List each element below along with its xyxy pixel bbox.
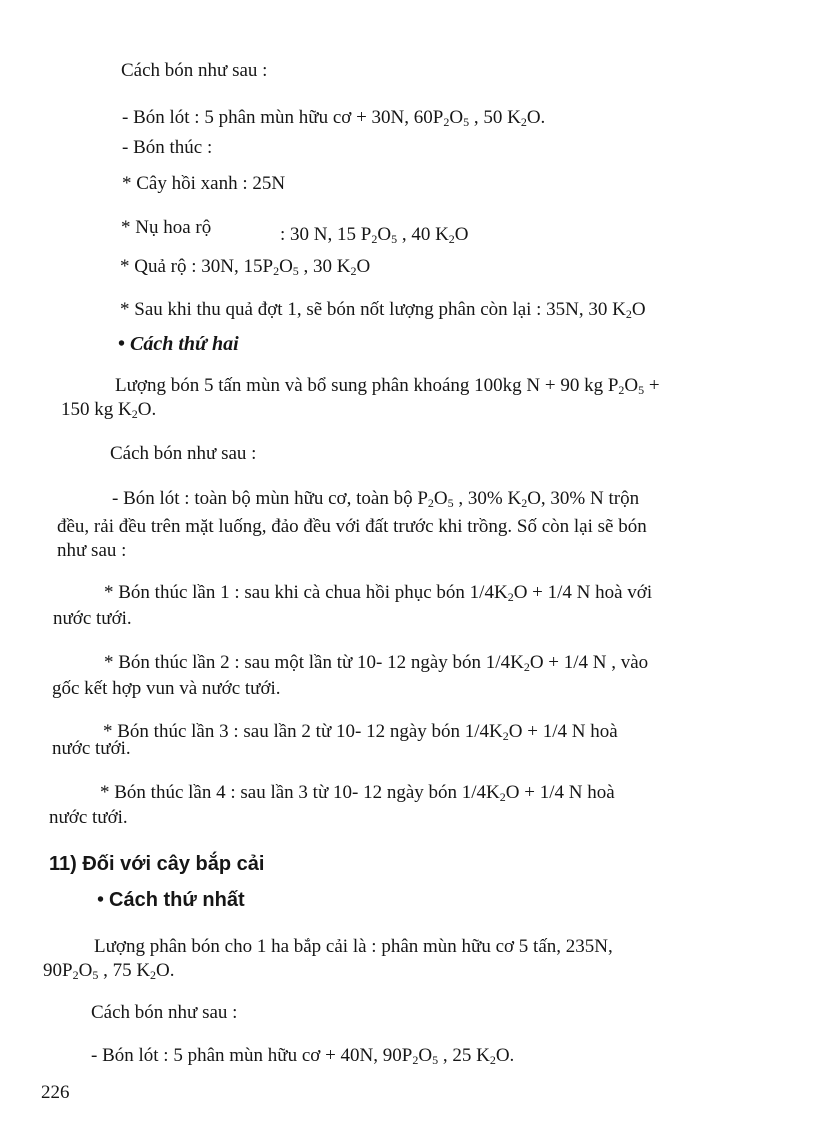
text-line: Lượng phân bón cho 1 ha bắp cải là : phân mùn hữu cơ 5 tấn, 235N, xyxy=(94,936,613,957)
text-line: nước tưới. xyxy=(53,608,132,629)
text-line: * Bón thúc lần 2 : sau một lần từ 10- 12 ngày bón $1/4K_2O + 1/4$ N , vào xyxy=(104,652,649,674)
text-line: - Bón lót : toàn bộ mùn hữu cơ, toàn bộ $P_2O_5$ , 30% $K_2O$, 30% N trộn xyxy=(112,488,640,510)
text-line: Lượng bón 5 tấn mùn và bổ sung phân khoáng 100kg N + 90 kg $P_2O_5$ + xyxy=(115,375,660,397)
section-subheading: Cách thứ nhất xyxy=(109,889,245,911)
text-line: * Nụ hoa rộ xyxy=(121,217,212,238)
text-line: * Bón thúc lần 1 : sau khi cà chua hồi phục bón $1/4K_2O + 1/4$ N hoà với xyxy=(104,582,653,604)
text-line: như sau : xyxy=(57,540,127,561)
text-line: * Bón thúc lần 3 : sau lần 2 từ 10- 12 ngày bón $1/4K_2O + 1/4$ N hoà xyxy=(103,721,618,743)
text-line: * Cây hồi xanh : 25N xyxy=(122,173,286,194)
bullet-heading xyxy=(118,332,239,356)
bullet-icon: • xyxy=(118,333,126,355)
text-line: nước tưới. xyxy=(49,807,128,828)
text-line: Cách bón như sau : xyxy=(121,60,268,81)
text-line: $90P_2O_5$ , 75 $K_2O$. xyxy=(43,960,175,982)
text-line: gốc kết hợp vun và nước tưới. xyxy=(52,678,281,699)
text-line: * Bón thúc lần 4 : sau lần 3 từ 10- 12 ngày bón $1/4K_2O + 1/4$ N hoà xyxy=(100,782,615,804)
text-line: 150 kg $K_2O$. xyxy=(61,399,157,421)
text-line: : 30 N, 15 $P_2O_5$ , 40 $K_2O$ xyxy=(280,224,469,246)
text-line: * Sau khi thu quả đợt 1, sẽ bón nốt lượng phân còn lại : 35N, 30 $K_2O$ xyxy=(120,299,646,321)
text-line: Cách bón như sau : xyxy=(110,443,257,464)
text-line: - Bón lót : 5 phân mùn hữu cơ + 30N, $60P_2O_5$ , 50 $K_2O$. xyxy=(122,107,546,129)
text-line: nước tưới. xyxy=(52,738,131,759)
section-subheading: Cách thứ hai xyxy=(130,333,239,355)
text-line: - Bón thúc : xyxy=(122,137,213,158)
bullet-icon: • xyxy=(97,889,105,911)
text-line: đều, rải đều trên mặt luống, đảo đều với đất trước khi trồng. Số còn lại sẽ bón xyxy=(57,516,647,537)
text-line: * Quả rộ : 30N, $15P_2O_5$ , 30 $K_2O$ xyxy=(120,256,371,278)
section-heading: 11) Đối với cây bắp cải xyxy=(49,853,265,875)
page-number: 226 xyxy=(41,1082,70,1103)
text-line: - Bón lót : 5 phân mùn hữu cơ + 40N, $90P_2O_5$ , 25 $K_2O$. xyxy=(91,1045,515,1067)
text-line: Cách bón như sau : xyxy=(91,1002,238,1023)
bullet-heading xyxy=(97,888,245,912)
